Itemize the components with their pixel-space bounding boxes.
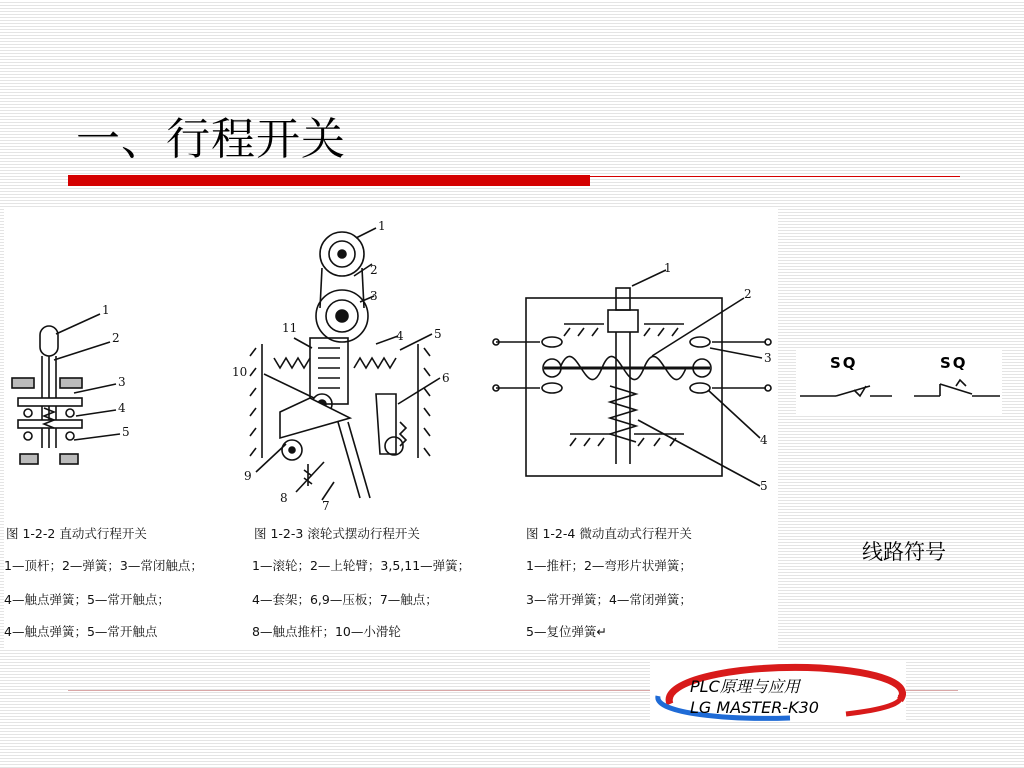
figure-2-caption-line: 4—套架；6,9—压板；7—触点； (252, 592, 438, 607)
course-logo (650, 660, 906, 722)
svg-text:4: 4 (118, 401, 126, 415)
logo-line-1: PLC原理与应用 (690, 677, 800, 696)
svg-text:6: 6 (442, 371, 450, 385)
figure-1-caption-line: 4—触点弹簧；5—常开触点； (4, 592, 170, 607)
logo-line-2: LG MASTER-K30 (690, 698, 819, 717)
figure-1-drawing (12, 314, 120, 464)
svg-text:2: 2 (370, 263, 378, 277)
figure-2-caption-title: 图 1-2-3 滚轮式摆动行程开关 (254, 526, 420, 541)
figure-3-drawing (493, 270, 771, 486)
svg-text:2: 2 (744, 287, 752, 301)
figure-drawings (4, 208, 778, 648)
figure-1-caption-title: 图 1-2-2 直动式行程开关 (6, 526, 147, 541)
symbol-caption: 线路符号 (862, 540, 946, 564)
svg-text:11: 11 (282, 321, 298, 335)
svg-text:5: 5 (760, 479, 768, 493)
figure-1-caption-line: 1—顶杆；2—弹簧；3—常闭触点； (4, 558, 203, 573)
figure-3-caption-line: 3—常开弹簧；4—常闭弹簧； (526, 592, 692, 607)
svg-text:7: 7 (322, 499, 330, 513)
svg-text:4: 4 (396, 329, 404, 343)
svg-text:1: 1 (102, 303, 110, 317)
circuit-symbol (796, 350, 1002, 416)
svg-text:3: 3 (370, 289, 378, 303)
svg-text:3: 3 (118, 375, 126, 389)
symbol-label-left: SQ (830, 354, 858, 372)
switch-symbol-icon (796, 350, 1002, 416)
figure-2-caption-line: 1—滚轮；2—上轮臂；3,5,11—弹簧； (252, 558, 471, 573)
svg-text:10: 10 (232, 365, 248, 379)
figure-2-caption-line: 8—触点推杆；10—小滑轮 (252, 624, 401, 639)
title-underline-thin (590, 176, 960, 177)
figure-panel (4, 208, 778, 648)
svg-text:2: 2 (112, 331, 120, 345)
figure-2-drawing (250, 228, 440, 500)
figure-1-caption-line: 4—触点弹簧；5—常开触点 (4, 624, 158, 639)
svg-text:4: 4 (760, 433, 768, 447)
svg-text:3: 3 (764, 351, 772, 365)
svg-text:8: 8 (280, 491, 288, 505)
svg-text:5: 5 (434, 327, 442, 341)
figure-3-caption-line: 5—复位弹簧↵ (526, 624, 607, 639)
svg-text:9: 9 (244, 469, 252, 483)
slide-title: 一、行程开关 (76, 114, 346, 165)
svg-text:1: 1 (378, 219, 386, 233)
title-underline-red (68, 175, 590, 186)
svg-text:5: 5 (122, 425, 130, 439)
svg-text:1: 1 (664, 261, 672, 275)
figure-3-caption-title: 图 1-2-4 微动直动式行程开关 (526, 526, 692, 541)
figure-3-caption-line: 1—推杆；2—弯形片状弹簧； (526, 558, 692, 573)
symbol-label-right: SQ (940, 354, 968, 372)
